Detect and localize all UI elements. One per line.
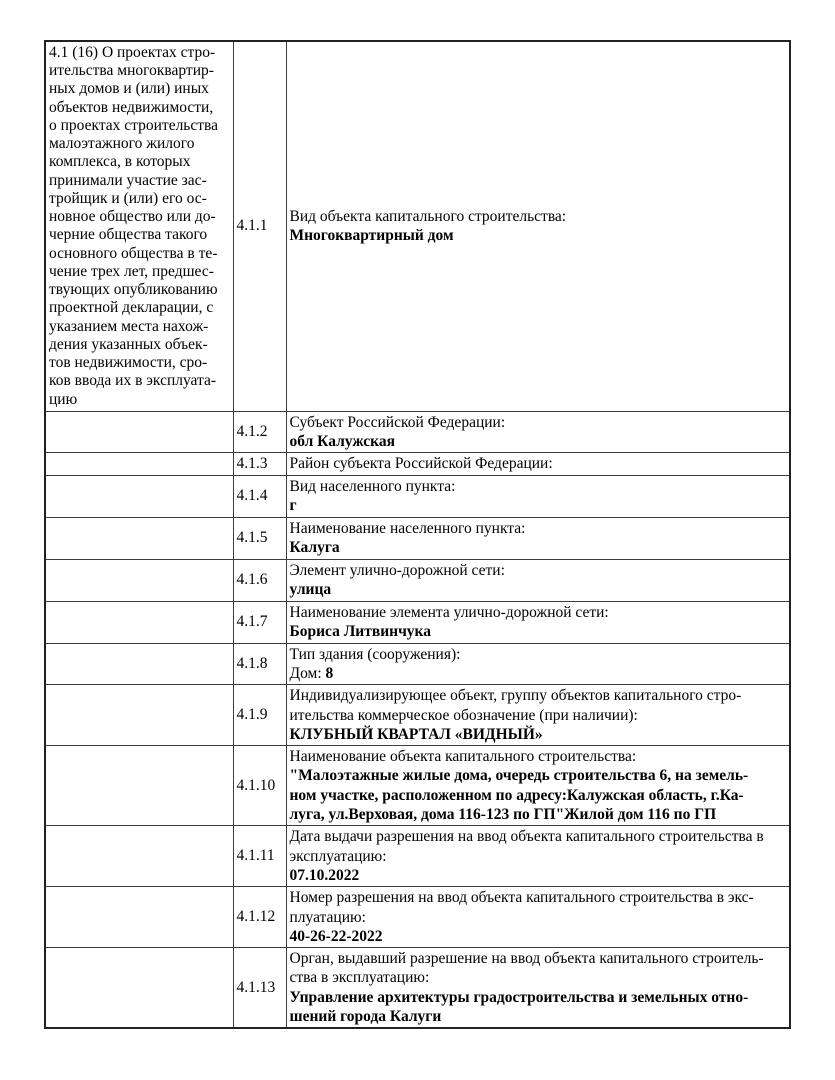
row-content [286,411,790,453]
description-line: 4.1 (16) О проектах стро- [49,43,216,61]
field-value-part: 8 [325,664,334,682]
table-row [45,41,790,411]
field-value: "Малоэтажные жилые дома, очередь строительства 6, на земель- [289,767,749,785]
row-number: 4.1.11 [233,826,286,887]
empty-description-cell [45,453,233,476]
field-label: Район субъекта Российской Федерации: [289,455,553,473]
row-content [286,685,790,746]
field-value: Калуга [289,539,340,557]
field-value: Бориса Литвинчука [289,623,432,641]
empty-description-cell [45,643,233,685]
row-number: 4.1.8 [233,643,286,685]
table-row [45,643,790,685]
description-line: цию [49,390,78,408]
row-number: 4.1.1 [233,41,286,411]
declaration-table-body [45,41,790,1028]
table-row [45,746,790,826]
description-line: черние общества такого [49,226,208,244]
description-line: основного общества в те- [49,244,218,262]
empty-description-cell [45,411,233,453]
field-label: Вид населенного пункта: [289,478,456,496]
field-label: Индивидуализирующее объект, группу объектов капитального стро- [289,687,742,705]
row-number: 4.1.4 [233,476,286,518]
description-line: чение трех лет, предшес- [49,262,214,280]
empty-description-cell [45,826,233,887]
description-line: указанием места нахож- [49,317,209,335]
field-label: Орган, выдавший разрешение на ввод объекта капитального строитель- [289,950,764,968]
empty-description-cell [45,948,233,1029]
field-label: Наименование населенного пункта: [289,519,526,537]
description-line: тов недвижимости, сро- [49,354,208,371]
description-line: о проектах строительства [49,116,219,134]
field-label: Дата выдачи разрешения на ввод объекта капитального строительства в [289,828,764,846]
field-label: ительства коммерческое обозначение (при наличии): [289,706,638,724]
row-content [286,559,790,601]
row-content [286,453,790,476]
declaration-table [44,40,791,1029]
table-row [45,411,790,453]
field-label: плуатацию: [289,908,366,926]
description-line: комплекса, в которых [49,153,191,171]
field-value: Управление архитектуры градостроительства и земельных отно- [289,988,749,1006]
description-line: проектной декларации, с [49,299,214,317]
row-number: 4.1.2 [233,411,286,453]
field-value: ном участке, расположенном по адресу:Калужская область, г.Ка- [289,786,744,804]
row-content [286,948,790,1029]
table-row [45,453,790,476]
field-value: 07.10.2022 [289,866,360,884]
table-row [45,476,790,518]
field-value: улица [289,581,332,599]
description-line: ков ввода их в эксплуата- [49,372,217,390]
description-line: принимали участие зас- [49,171,207,189]
description-line: тройщик и (или) его ос- [49,189,207,207]
empty-description-cell [45,685,233,746]
field-label: ства в эксплуатацию: [289,969,430,987]
row-content [286,746,790,826]
table-row [45,517,790,559]
description-line: ительства многоквартир- [49,62,214,79]
row-content [286,643,790,685]
empty-description-cell [45,517,233,559]
table-row [45,601,790,643]
description-line: дения указанных объек- [49,335,208,353]
field-label: Вид объекта капитального строительства: [289,207,567,225]
row-content [286,601,790,643]
description-line: объектов недвижимости, [49,98,214,116]
description-line: новное общество или до- [49,208,216,225]
row-number: 4.1.9 [233,685,286,746]
empty-description-cell [45,559,233,601]
field-value: Многоквартирный дом [289,227,454,245]
table-row [45,826,790,887]
empty-description-cell [45,887,233,948]
field-label: Наименование объекта капитального строительства: [289,748,637,766]
row-number: 4.1.6 [233,559,286,601]
row-content [286,41,790,411]
row-number: 4.1.10 [233,746,286,826]
field-value: КЛУБНЫЙ КВАРТАЛ «ВИДНЫЙ» [289,725,543,743]
row-number: 4.1.7 [233,601,286,643]
row-number: 4.1.13 [233,948,286,1029]
field-label: Элемент улично-дорожной сети: [289,561,505,579]
field-value: г [289,497,297,515]
empty-description-cell [45,746,233,826]
table-row [45,559,790,601]
field-value: шений города Калуги [289,1008,442,1026]
description-line: малоэтажного жилого [49,135,195,152]
row-number: 4.1.3 [233,453,286,476]
field-label-part: Дом: [289,664,326,682]
field-mixed-line [290,664,787,683]
empty-description-cell [45,601,233,643]
field-label: Тип здания (сооружения): [289,645,461,663]
row-content [286,517,790,559]
row-number: 4.1.5 [233,517,286,559]
row-content [286,476,790,518]
field-value: 40-26-22-2022 [289,927,383,945]
description-line: твующих опубликованию [49,281,218,298]
table-row [45,887,790,948]
section-description [45,41,233,411]
row-number: 4.1.12 [233,887,286,948]
description-line: ных домов и (или) иных [49,80,209,98]
row-content [286,826,790,887]
table-row [45,948,790,1029]
empty-description-cell [45,476,233,518]
table-row [45,685,790,746]
field-label: Субъект Российской Федерации: [289,413,506,431]
field-label: Номер разрешения на ввод объекта капитального строительства в экс- [289,889,754,907]
field-label: эксплуатацию: [289,847,387,865]
row-content [286,887,790,948]
field-value: обл Калужская [289,432,396,450]
field-label: Наименование элемента улично-дорожной сети: [289,603,609,621]
field-value: луга, ул.Верховая, дома 116-123 по ГП"Жилой дом 116 по ГП [289,806,717,824]
